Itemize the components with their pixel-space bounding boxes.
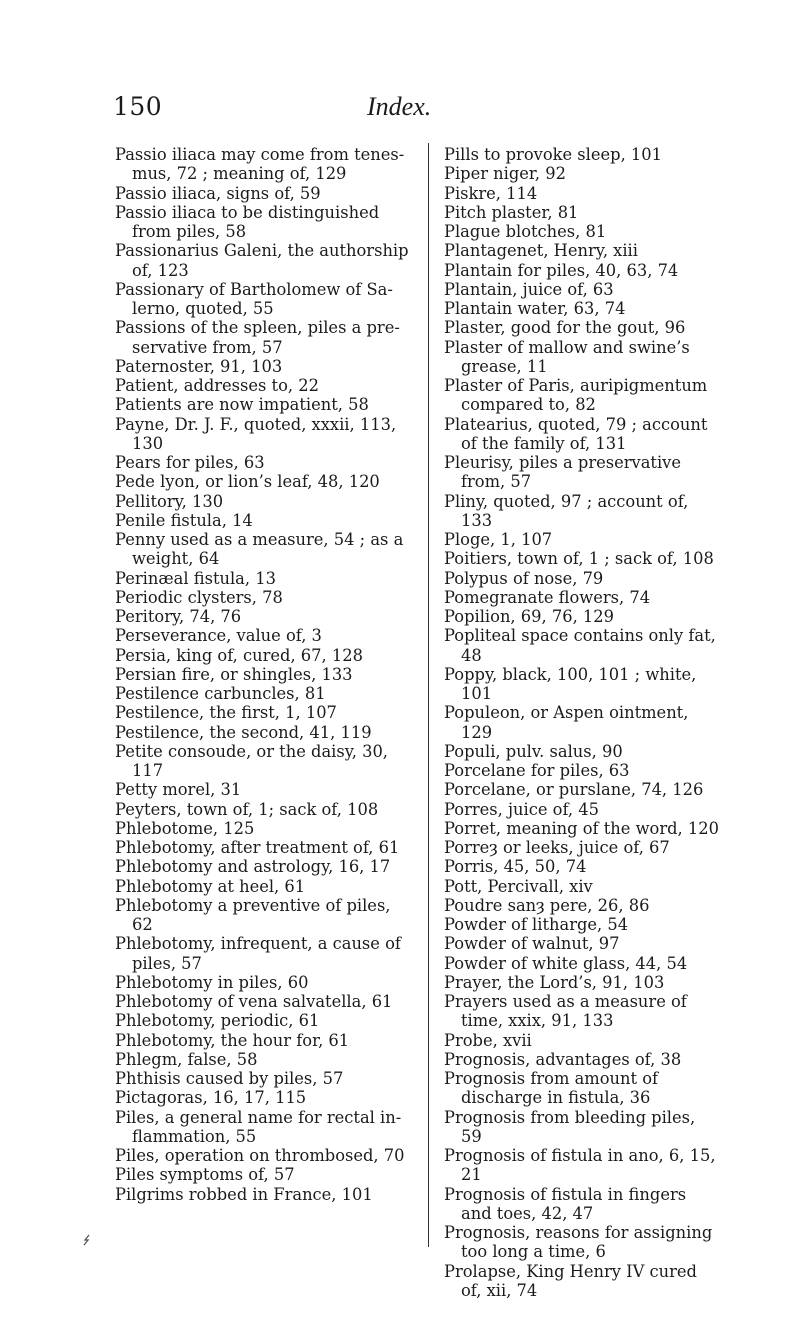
index-entry: Phlegm, false, 58 [115,1049,258,1069]
index-entry: Pellitory, 130 [115,491,224,511]
index-entry: Prognosis of fistula in fingers and toes, 42, 47 [444,1184,687,1223]
index-entry: Piper niger, 92 [444,164,566,184]
index-entry: Prayers used as a measure of time, xxix, 91, 133 [444,992,687,1031]
index-entry: Paternoster, 91, 103 [115,356,283,376]
index-entry: Passions of the spleen, piles a preservative from, 57 [115,318,400,357]
index-entry: Phthisis caused by piles, 57 [115,1069,344,1088]
index-entry: Phlebotomy in piles, 60 [115,972,309,992]
index-entry: Pilgrims robbed in France, 101 [115,1184,373,1204]
index-entry: Phlebotomy at heel, 61 [115,876,306,896]
index-entry: Pestilence, the first, 1, 107 [115,703,337,723]
page-header [113,92,693,132]
index-entry: Prayer, the Lord’s, 91, 103 [444,972,665,992]
index-entry: Pills to provoke sleep, 101 [444,145,662,164]
index-entry: Phlebotomy of vena salvatella, 61 [115,992,393,1011]
index-entry: Plantain, juice of, 63 [444,279,614,299]
index-entry: Porreȝ or leeks, juice of, 67 [444,838,670,857]
index-entry: Phlebotomy, the hour for, 61 [115,1030,350,1050]
index-entry: Pitch plaster, 81 [444,202,579,222]
index-entry: Petty morel, 31 [115,780,242,800]
index-entry: Passionary of Bartholomew of Salerno, quoted, 55 [115,279,393,318]
index-entry: Porret, meaning of the word, 120 [444,818,719,838]
index-entry: Phlebotomy a preventive of piles, 62 [115,895,391,934]
index-entry: Phlebotomy, after treatment of, 61 [115,838,400,857]
index-entry: Piles, a general name for rectal inflammation, 55 [115,1107,402,1146]
index-entry: Poppy, black, 100, 101 ; white, 101 [444,664,697,703]
index-entry: Penile fistula, 14 [115,510,253,530]
index-entry: Popliteal space contains only fat, 48 [444,626,716,665]
index-entry: Poudre sanȝ pere, 26, 86 [444,895,650,915]
index-entry: Pictagoras, 16, 17, 115 [115,1088,307,1108]
index-entry: Prognosis of fistula in ano, 6, 15, 21 [444,1146,716,1185]
index-entry: Prolapse, King Henry IV cured of, xii, 74 [444,1261,697,1300]
index-entry: Peyters, town of, 1; sack of, 108 [115,799,379,819]
index-entry: Prognosis, advantages of, 38 [444,1049,682,1069]
index-entry: Phlebotome, 125 [115,818,255,838]
index-entry: Pott, Percivall, xiv [444,876,593,896]
index-entry: Ploge, 1, 107 [444,530,553,549]
index-entry: Payne, Dr. J. F., quoted, xxxii, 113, 130 [115,414,397,453]
index-entry: Pomegranate flowers, 74 [444,587,651,607]
index-entry: Patients are now impatient, 58 [115,395,369,415]
index-entry: Patient, addresses to, 22 [115,376,319,395]
index-entry: Passio iliaca, signs of, 59 [115,183,321,203]
index-entry: Poitiers, town of, 1 ; sack of, 108 [444,549,714,569]
index-entry: Plaster of mallow and swine’s grease, 11 [444,337,690,376]
index-entry: Powder of walnut, 97 [444,934,620,954]
index-entry: Persia, king of, cured, 67, 128 [115,645,363,665]
index-entry: Passio iliaca may come from tenesmus, 72 ; meaning of, 129 [115,145,405,184]
index-entry: Pestilence, the second, 41, 119 [115,722,372,742]
index-entry: Plaster, good for the gout, 96 [444,318,686,338]
index-entry: Phlebotomy, infrequent, a cause of piles, 57 [115,934,401,973]
index-entry: Pleurisy, piles a preservative from, 57 [444,453,681,492]
index-entry: Penny used as a measure, 54 ; as a weight, 64 [115,530,404,569]
index-entry: Porcelane for piles, 63 [444,761,630,780]
index-entry: Perinæal fistula, 13 [115,568,276,588]
index-entry: Probe, xvii [444,1030,532,1050]
index-entry: Pliny, quoted, 97 ; account of, 133 [444,491,689,530]
index-entry: Polypus of nose, 79 [444,568,604,588]
index-entry: Popilion, 69, 76, 129 [444,607,614,626]
index-entry: Prognosis from bleeding piles, 59 [444,1107,696,1146]
index-entry: Plantain water, 63, 74 [444,299,626,318]
index-entry: Plaster of Paris, auripigmentum compared to, 82 [444,376,708,415]
index-entry: Powder of litharge, 54 [444,915,629,934]
index-entry: Periodic clysters, 78 [115,587,283,607]
index-entry: Plantagenet, Henry, xiii [444,241,638,261]
index-entry: Phlebotomy, periodic, 61 [115,1011,320,1031]
running-title: Index. [367,92,432,121]
index-entry: Populi, pulv. salus, 90 [444,741,623,761]
index-entry: Porres, juice of, 45 [444,799,599,819]
index-entry: Plague blotches, 81 [444,222,607,241]
index-entry: Piskre, 114 [444,183,538,203]
ink-mark [82,1234,92,1246]
index-entry: Powder of white glass, 44, 54 [444,953,688,973]
index-entry: Populeon, or Aspen ointment, 129 [444,703,689,742]
index-entry: Porcelane, or purslane, 74, 126 [444,780,704,800]
index-entry: Porris, 45, 50, 74 [444,857,587,877]
index-entry: Plantain for piles, 40, 63, 74 [444,260,679,280]
index-entry: Piles, operation on thrombosed, 70 [115,1146,405,1165]
index-entry: Peritory, 74, 76 [115,607,242,626]
page-number: 150 [113,92,163,121]
index-entry: Prognosis from amount of discharge in fistula, 36 [444,1069,659,1108]
index-entry: Phlebotomy and astrology, 16, 17 [115,857,391,877]
index-entry: Passionarius Galeni, the authorship of, 123 [115,241,409,280]
index-column-left [115,145,412,1204]
index-column-right [444,145,719,1300]
index-entry: Petite consoude, or the daisy, 30, 117 [115,741,388,780]
column-divider [428,143,429,1247]
index-entry: Pestilence carbuncles, 81 [115,684,326,703]
index-entry: Pede lyon, or lion’s leaf, 48, 120 [115,472,380,492]
index-entry: Pears for piles, 63 [115,453,265,472]
index-entry: Perseverance, value of, 3 [115,626,322,646]
index-entry: Platearius, quoted, 79 ; account of the family of, 131 [444,414,708,453]
index-entry: Prognosis, reasons for assigning too long a time, 6 [444,1223,713,1262]
index-entry: Passio iliaca to be distinguished from piles, 58 [115,202,380,241]
index-entry: Piles symptoms of, 57 [115,1165,295,1185]
index-entry: Persian fire, or shingles, 133 [115,664,353,684]
